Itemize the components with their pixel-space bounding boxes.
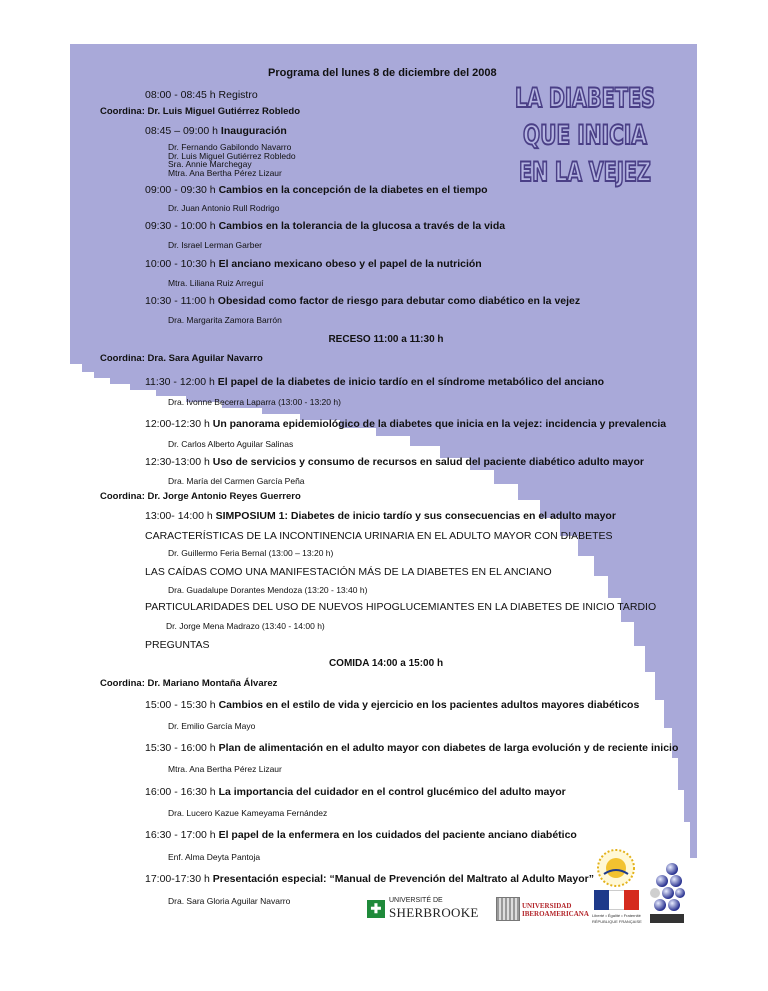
speaker-10: Mtra. Ana Bertha Pérez Lizaur [168, 764, 282, 774]
session-3 [145, 220, 505, 232]
session-8 [145, 456, 644, 468]
sherbrooke-top: UNIVERSITÉ DE [389, 897, 443, 904]
session-time: 16:30 - 17:00 h [145, 829, 219, 841]
session-time: 10:00 - 10:30 h [145, 258, 219, 270]
coordinator-2: Coordina: Dra. Sara Aguilar Navarro [100, 353, 263, 364]
name-line: Dr. Fernando Gabilondo Navarro [168, 142, 292, 152]
break-comida: COMIDA 14:00 a 15:00 h [328, 658, 444, 669]
program-heading: Programa del lunes 8 de diciembre del 2008 [268, 67, 497, 79]
questions: PREGUNTAS [145, 639, 210, 651]
speaker-9: Dr. Emilio García Mayo [168, 721, 256, 731]
session-11 [145, 786, 566, 798]
symposium [145, 510, 616, 522]
sherbrooke-main: SHERBROOKE [389, 905, 479, 920]
spheres-logo [646, 862, 686, 926]
speaker-6: Dra. Ivonne Becerra Laparra (13:00 - 13:20 h) [168, 397, 341, 407]
flag-icon [594, 890, 639, 910]
inauguration-names [168, 143, 296, 177]
symposium-speaker-3: Dr. Jorge Mena Madrazo (13:40 - 14:00 h) [166, 621, 325, 631]
session-time: 15:00 - 15:30 h [145, 699, 219, 711]
session-title: SIMPOSIUM 1: Diabetes de inicio tardío y sus consecuencias en el adulto mayor [215, 510, 616, 522]
session-10 [145, 742, 678, 754]
session-12 [145, 829, 577, 841]
coordinator-4: Coordina: Dr. Mariano Montaña Álvarez [100, 678, 278, 689]
session-7 [145, 418, 666, 430]
speaker-5: Dra. Margarita Zamora Barrón [168, 315, 282, 325]
sherbrooke-logo [367, 897, 492, 921]
session-title: Obesidad como factor de riesgo para debutar como diabético en la vejez [217, 295, 581, 307]
speaker-4: Mtra. Liliana Ruiz Arreguí [168, 278, 264, 288]
symposium-speaker-2: Dra. Guadalupe Dorantes Mendoza (13:20 - 13:40 h) [168, 585, 368, 595]
france-logo [592, 890, 642, 926]
session-time: 13:00- 14:00 h [145, 510, 216, 522]
session-2 [145, 184, 488, 196]
session-time: 12:00-12:30 h [145, 418, 213, 430]
session-time: 15:30 - 16:00 h [145, 742, 219, 754]
session-title: Uso de servicios y consumo de recursos en salud del paciente diabético adulto mayor [212, 456, 644, 468]
speaker-8: Dra. María del Carmen García Peña [168, 476, 305, 486]
ibero-logo [496, 896, 589, 922]
event-title-logo [505, 80, 665, 190]
session-time: 16:00 - 16:30 h [145, 786, 219, 798]
session-title: El papel de la enfermera en los cuidados del paciente anciano diabético [218, 829, 577, 841]
speaker-11: Dra. Lucero Kazue Kameyama Fernández [168, 808, 328, 818]
speaker-3: Dr. Israel Lerman Garber [168, 240, 263, 250]
session-time: 11:30 - 12:00 h [145, 376, 218, 388]
speaker-12: Enf. Alma Deyta Pantoja [168, 852, 261, 862]
session-13 [145, 873, 594, 885]
title-line-1: LA DIABETES [515, 83, 655, 114]
session-title: Cambios en la concepción de la diabetes en el tiempo [218, 184, 488, 196]
sherbrooke-emblem-icon: ✚ [367, 900, 385, 918]
session-title: El papel de la diabetes de inicio tardío en el síndrome metabólico del anciano [217, 376, 605, 388]
name-line: Mtra. Ana Bertha Pérez Lizaur [168, 167, 282, 178]
session-6 [145, 376, 604, 388]
session-9 [145, 699, 639, 711]
speaker-2: Dr. Juan Antonio Rull Rodrigo [168, 203, 280, 213]
session-time: 09:30 - 10:00 h [145, 220, 219, 232]
france-motto: Liberté • Égalité • Fraternité [592, 913, 641, 918]
session-title: Cambios en el estilo de vida y ejercicio en los pacientes adultos mayores diabéticos [218, 699, 640, 711]
name-line: Sra. Annie Marchegay [168, 159, 252, 170]
session-title: Inauguración [220, 125, 287, 137]
symposium-topic-2: LAS CAÍDAS COMO UNA MANIFESTACIÓN MÁS DE LA DIABETES EN EL ANCIANO [145, 566, 552, 578]
session-title: Un panorama epidemiológico de la diabetes que inicia en la vejez: incidencia y prevalencia [212, 418, 667, 430]
symposium-topic-1: CARACTERÍSTICAS DE LA INCONTINENCIA URINARIA EN EL ADULTO MAYOR CON DIABETES [145, 530, 613, 542]
session-title: Presentación especial: “Manual de Prevención del Maltrato al Adulto Mayor” [212, 873, 594, 885]
session-time: 17:00-17:30 h [145, 873, 213, 885]
ibero-top: UNIVERSIDAD [522, 902, 572, 910]
speaker-7: Dr. Carlos Alberto Aguilar Salinas [168, 439, 294, 449]
session-time: 09:00 - 09:30 h [145, 184, 219, 196]
break-receso: RECESO 11:00 a 11:30 h [328, 334, 444, 345]
session-title: Plan de alimentación en el adulto mayor con diabetes de larga evolución y de reciente inicio [218, 742, 679, 754]
speaker-13: Dra. Sara Gloria Aguilar Navarro [168, 896, 291, 906]
coordinator-1: Coordina: Dr. Luis Miguel Gutiérrez Robledo [100, 106, 301, 117]
session-5 [145, 295, 580, 307]
session-time: 08:45 – 09:00 h [145, 125, 221, 137]
ibero-emblem-icon [496, 897, 520, 921]
session-title: Cambios en la tolerancia de la glucosa a través de la vida [218, 220, 506, 232]
registration-line: 08:00 - 08:45 h Registro [145, 89, 258, 101]
title-line-2: QUE INICIA [523, 120, 648, 151]
title-line-3: EN LA VEJEZ [519, 157, 651, 188]
symposium-topic-3: PARTICULARIDADES DEL USO DE NUEVOS HIPOGLUCEMIANTES EN LA DIABETES DE INICIO TARDIO [145, 601, 657, 613]
session-time: 10:30 - 11:00 h [145, 295, 218, 307]
france-sub: RÉPUBLIQUE FRANÇAISE [592, 919, 642, 924]
symposium-speaker-1: Dr. Guillermo Feria Bernal (13:00 – 13:20 h) [168, 548, 334, 558]
session-title: La importancia del cuidador en el control glucémico del adulto mayor [218, 786, 566, 798]
sun-emblem-logo [596, 848, 636, 888]
session-4 [145, 258, 482, 270]
session-title: El anciano mexicano obeso y el papel de la nutrición [218, 258, 482, 270]
session-time: 12:30-13:00 h [145, 456, 213, 468]
coordinator-3: Coordina: Dr. Jorge Antonio Reyes Guerrero [100, 491, 301, 502]
ibero-main: IBEROAMERICANA [522, 910, 589, 918]
session-inauguration [145, 125, 287, 137]
name-line: Dr. Luis Miguel Gutiérrez Robledo [168, 150, 296, 161]
